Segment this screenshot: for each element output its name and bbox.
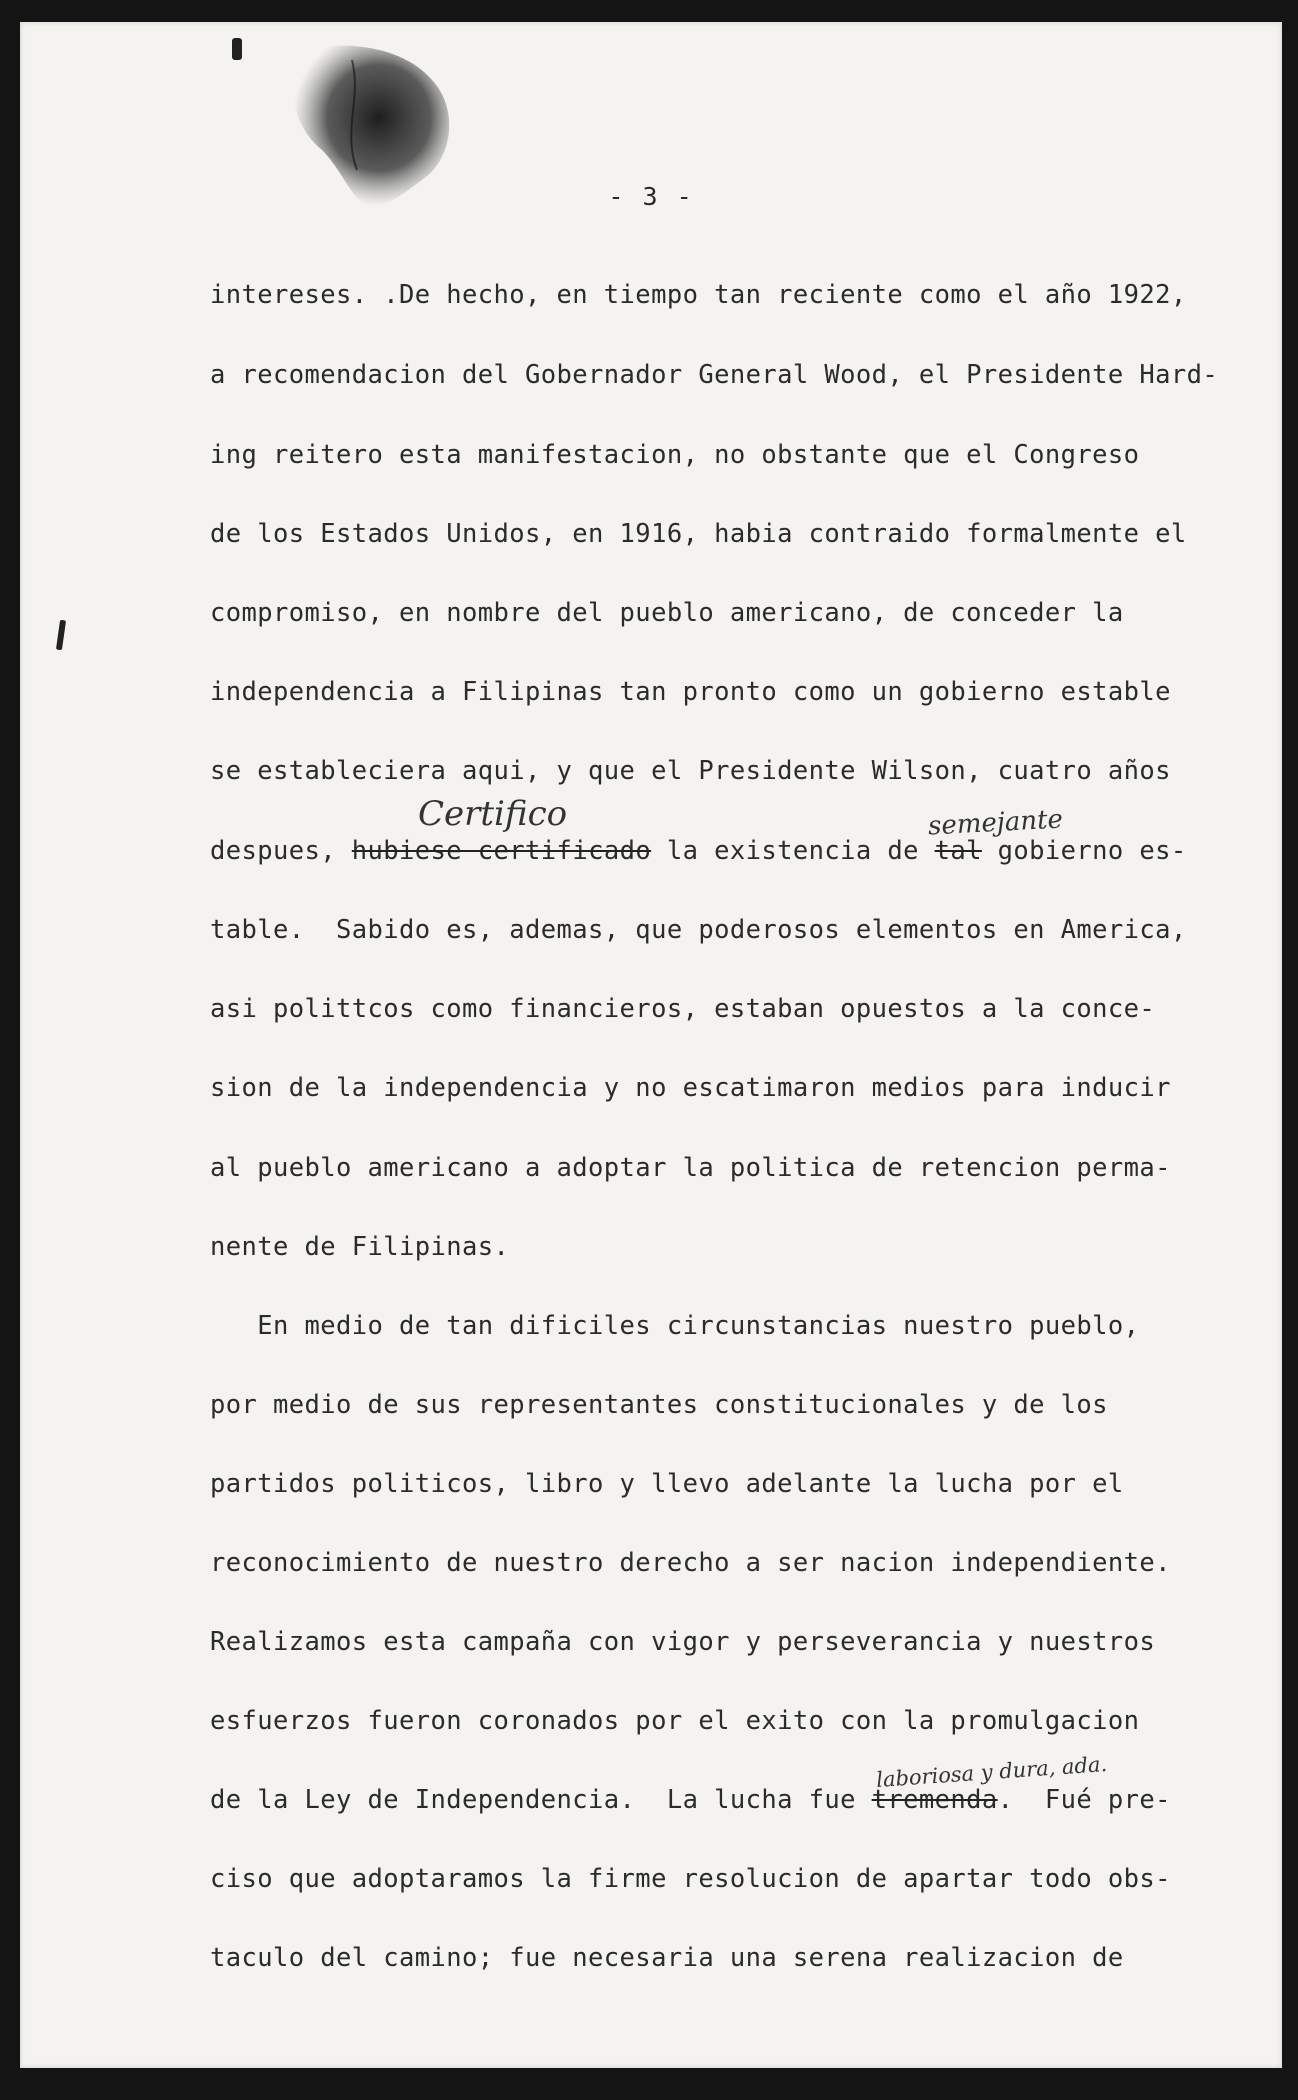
- document-page: [20, 22, 1282, 2068]
- text-line: sion de la independencia y no escatimaron medios para inducir: [210, 1073, 1171, 1103]
- text-line: por medio de sus representantes constitucionales y de los: [210, 1390, 1108, 1420]
- struck-text: hubiese certificado: [351, 836, 652, 866]
- text-line: asi polittcos como financieros, estaban opuestos a la conce-: [210, 994, 1156, 1024]
- text-line: partidos politicos, libro y llevo adelante la lucha por el: [210, 1469, 1124, 1499]
- text-line: taculo del camino; fue necesaria una serena realizacion de: [210, 1943, 1124, 1973]
- handwritten-annotation: semejante: [927, 804, 1064, 842]
- text-line: En medio de tan dificiles circunstancias nuestro pueblo,: [210, 1311, 1140, 1341]
- text-line: ciso que adoptaramos la firme resolucion de apartar todo obs-: [210, 1864, 1171, 1894]
- handwritten-annotation: laboriosa y dura, ada.: [875, 1751, 1108, 1793]
- text-line: de la Ley de Independencia. La lucha fue tremenda. Fué pre-: [210, 1785, 1171, 1815]
- struck-text: tremenda: [871, 1785, 998, 1815]
- text-line: reconocimiento de nuestro derecho a ser nacion independiente.: [210, 1548, 1171, 1578]
- text-line: a recomendacion del Gobernador General Wood, el Presidente Hard-: [210, 360, 1219, 390]
- struck-text: tal: [934, 836, 982, 866]
- handwritten-annotation: Certifico: [418, 794, 568, 834]
- text-line: se estableciera aqui, y que el Presidente Wilson, cuatro años: [210, 756, 1171, 786]
- text-line: ing reitero esta manifestacion, no obstante que el Congreso: [210, 440, 1140, 470]
- text-line: Realizamos esta campaña con vigor y perseverancia y nuestros: [210, 1627, 1156, 1657]
- margin-mark: [232, 38, 242, 60]
- text-line: independencia a Filipinas tan pronto como un gobierno estable: [210, 677, 1171, 707]
- text-line: compromiso, en nombre del pueblo americano, de conceder la: [210, 598, 1124, 628]
- text-line: despues, hubiese certificado la existencia de tal gobierno es-: [210, 836, 1187, 866]
- margin-mark: [56, 620, 66, 651]
- text-line: al pueblo americano a adoptar la politica de retencion perma-: [210, 1153, 1171, 1183]
- text-line: intereses. .De hecho, en tiempo tan reciente como el año 1922,: [210, 280, 1187, 310]
- text-line: table. Sabido es, ademas, que poderosos elementos en America,: [210, 915, 1187, 945]
- page-number: - 3 -: [608, 182, 694, 211]
- text-line: nente de Filipinas.: [210, 1232, 510, 1262]
- text-line: esfuerzos fueron coronados por el exito con la promulgacion: [210, 1706, 1140, 1736]
- text-line: de los Estados Unidos, en 1916, habia contraido formalmente el: [210, 519, 1187, 549]
